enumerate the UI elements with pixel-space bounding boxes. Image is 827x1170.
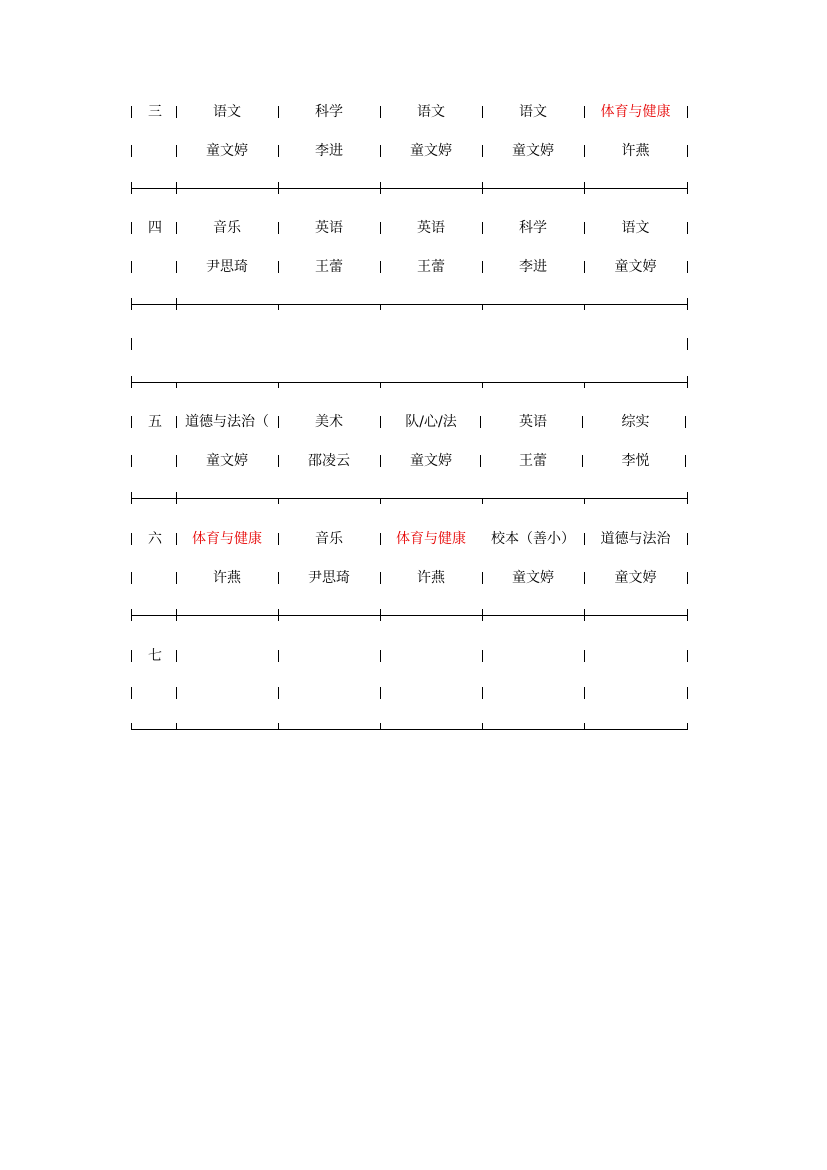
teacher-cell: 童文婷 [206, 143, 248, 159]
separator-tick [482, 723, 483, 730]
cell-border [131, 106, 132, 118]
cell-border [687, 338, 688, 350]
table-row [0, 218, 827, 238]
separator-tick [278, 304, 279, 310]
row-separator [0, 182, 827, 194]
teacher-cell: 童文婷 [206, 453, 248, 469]
cell-border [480, 455, 481, 467]
teacher-cell: 童文婷 [614, 570, 657, 586]
row-separator [0, 609, 827, 621]
cell-border [582, 416, 583, 428]
subject-cell [483, 646, 583, 666]
subject-cell: 美术 [315, 414, 343, 430]
teacher-cell: 李进 [315, 143, 343, 159]
cell-border [131, 145, 132, 157]
subject-cell: 科学 [315, 104, 343, 120]
period-label [135, 683, 175, 703]
separator-line [131, 304, 688, 305]
row-separator [0, 376, 827, 388]
row-separator [0, 298, 827, 310]
separator-tick [380, 304, 381, 310]
table-row [0, 257, 827, 277]
teacher-cell: 李悦 [621, 453, 650, 469]
separator-tick [176, 723, 177, 730]
cell-border [687, 261, 688, 273]
separator-tick [584, 609, 585, 621]
separator-tick [131, 376, 132, 388]
subject-cell: 英语 [315, 220, 343, 236]
break-row [0, 334, 827, 354]
subject-cell: 科学 [519, 220, 547, 236]
separator-tick [131, 492, 132, 504]
cell-border [131, 572, 132, 584]
separator-tick [278, 723, 279, 730]
separator-line [131, 729, 688, 730]
separator-tick [482, 498, 483, 504]
period-label: 五 [148, 414, 162, 430]
subject-cell: 英语 [417, 220, 445, 236]
teacher-cell: 王蕾 [519, 453, 547, 469]
cell-border [131, 222, 132, 234]
separator-tick [687, 609, 688, 621]
separator-tick [131, 723, 132, 730]
separator-line [131, 615, 688, 616]
cell-border [131, 261, 132, 273]
subject-cell: 校本（善小） [491, 531, 575, 547]
separator-tick [380, 609, 381, 621]
separator-tick [380, 723, 381, 730]
subject-cell: 音乐 [213, 220, 241, 236]
cell-border [685, 455, 686, 467]
teacher-cell: 童文婷 [410, 453, 452, 469]
separator-tick [482, 609, 483, 621]
separator-line [131, 382, 688, 383]
separator-tick [687, 492, 688, 504]
table-row [0, 646, 827, 666]
separator-tick [176, 298, 177, 310]
subject-cell: 英语 [519, 414, 547, 430]
subject-cell: 语文 [621, 220, 650, 236]
cell-border [687, 650, 688, 662]
separator-tick [687, 298, 688, 310]
separator-tick [584, 304, 585, 310]
subject-cell: 语文 [519, 104, 547, 120]
period-label [135, 451, 175, 471]
separator-tick [687, 182, 688, 194]
separator-tick [278, 182, 279, 194]
separator-tick [380, 182, 381, 194]
subject-cell: 队/心/法 [405, 414, 457, 430]
subject-cell: 道德与法治 [600, 531, 671, 547]
period-label [135, 257, 175, 277]
teacher-cell [585, 683, 686, 703]
teacher-cell: 童文婷 [512, 143, 554, 159]
separator-tick [176, 382, 177, 388]
table-row [0, 529, 827, 549]
teacher-cell: 尹思琦 [206, 259, 248, 275]
table-row [0, 412, 827, 432]
separator-tick [176, 609, 177, 621]
separator-tick [584, 182, 585, 194]
separator-tick [380, 498, 381, 504]
teacher-cell [177, 683, 277, 703]
cell-border [687, 572, 688, 584]
separator-tick [278, 382, 279, 388]
separator-tick [584, 498, 585, 504]
table-row [0, 568, 827, 588]
separator-tick [380, 382, 381, 388]
subject-cell [177, 646, 277, 666]
separator-tick [482, 182, 483, 194]
period-label [135, 141, 175, 161]
separator-tick [131, 182, 132, 194]
teacher-cell: 童文婷 [614, 259, 657, 275]
subject-cell [279, 646, 379, 666]
cell-border [131, 455, 132, 467]
separator-tick [278, 498, 279, 504]
separator-tick [176, 492, 177, 504]
subject-cell: 综实 [621, 414, 650, 430]
cell-border [131, 650, 132, 662]
separator-tick [584, 723, 585, 730]
teacher-cell [381, 683, 481, 703]
subject-cell [381, 646, 481, 666]
cell-border [131, 533, 132, 545]
separator-tick [131, 609, 132, 621]
separator-tick [482, 382, 483, 388]
cell-border [131, 416, 132, 428]
table-bottom-border [0, 723, 827, 735]
row-separator [0, 492, 827, 504]
separator-tick [687, 376, 688, 388]
subject-cell: 语文 [213, 104, 241, 120]
separator-tick [131, 298, 132, 310]
cell-border [687, 222, 688, 234]
separator-tick [278, 609, 279, 621]
cell-border [131, 338, 132, 350]
cell-border [687, 687, 688, 699]
cell-border [687, 145, 688, 157]
teacher-cell: 王蕾 [417, 259, 445, 275]
teacher-cell [483, 683, 583, 703]
period-label: 四 [148, 220, 162, 236]
period-label: 六 [148, 531, 162, 547]
subject-cell: 体育与健康 [396, 531, 466, 547]
cell-border [687, 106, 688, 118]
subject-cell: 道德与法治（ [185, 414, 269, 430]
subject-cell: 体育与健康 [600, 104, 671, 120]
cell-border [480, 416, 481, 428]
cell-border [687, 533, 688, 545]
separator-tick [584, 382, 585, 388]
teacher-cell: 许燕 [621, 143, 650, 159]
cell-border [685, 416, 686, 428]
table-row [0, 451, 827, 471]
teacher-cell [279, 683, 379, 703]
teacher-cell: 尹思琦 [308, 570, 350, 586]
subject-cell: 体育与健康 [192, 531, 262, 547]
teacher-cell: 邵凌云 [308, 453, 350, 469]
subject-cell [585, 646, 686, 666]
table-row [0, 102, 827, 122]
cell-border [582, 455, 583, 467]
cell-border [131, 687, 132, 699]
separator-line [131, 188, 688, 189]
subject-cell: 音乐 [315, 531, 343, 547]
teacher-cell: 许燕 [213, 570, 241, 586]
separator-line [131, 498, 688, 499]
separator-tick [176, 182, 177, 194]
teacher-cell: 王蕾 [315, 259, 343, 275]
teacher-cell: 许燕 [417, 570, 445, 586]
table-row [0, 141, 827, 161]
teacher-cell: 李进 [519, 259, 547, 275]
table-row [0, 683, 827, 703]
teacher-cell: 童文婷 [410, 143, 452, 159]
separator-tick [687, 723, 688, 730]
period-label: 三 [148, 104, 162, 120]
period-label [135, 568, 175, 588]
subject-cell: 语文 [417, 104, 445, 120]
teacher-cell: 童文婷 [512, 570, 554, 586]
period-label: 七 [148, 648, 162, 664]
separator-tick [482, 304, 483, 310]
